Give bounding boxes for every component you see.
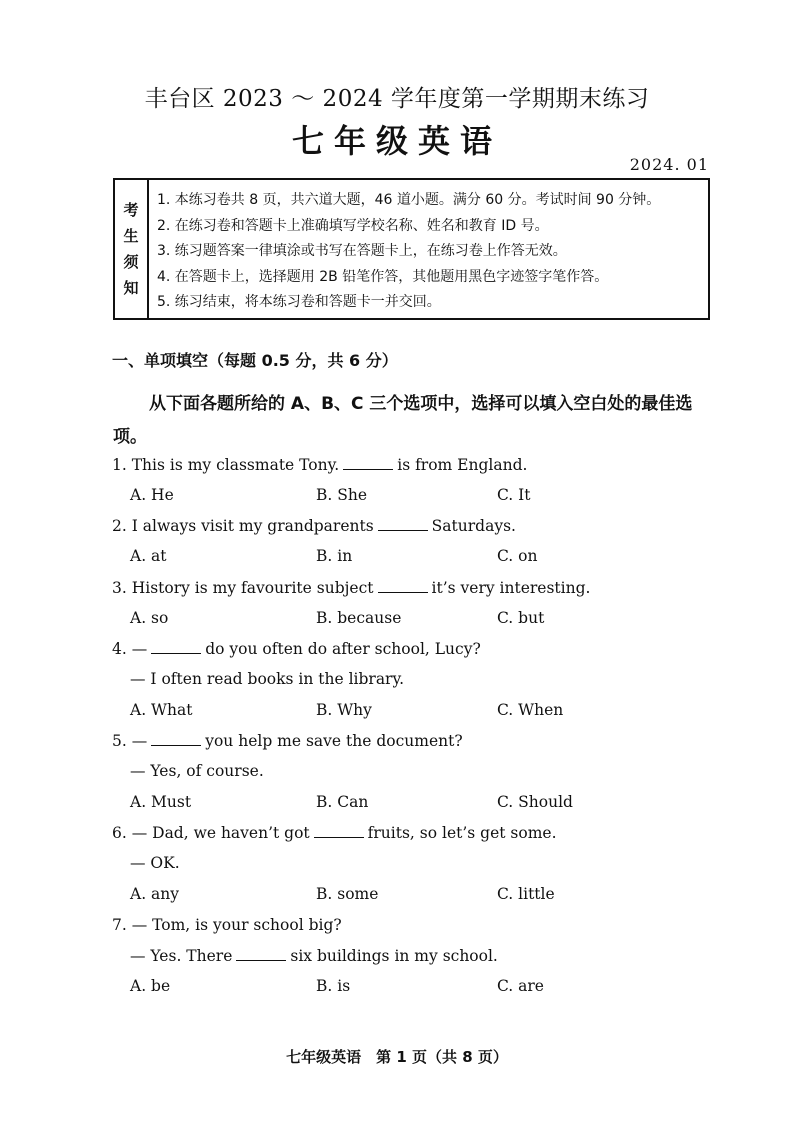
page-footer: 七年级英语 第 1 页（共 8 页） — [286, 1048, 508, 1066]
exam-title: 丰台区 2023 ～ 2024 学年度第一学期期末练习 — [144, 86, 650, 112]
answer-blank — [343, 455, 393, 470]
notice-box — [113, 178, 710, 320]
question-text: — OK. — [130, 854, 180, 873]
question-text: fruits, so let’s get some. — [367, 824, 557, 843]
answer-option: C. When — [497, 700, 564, 719]
exam-date: 2024. 01 — [629, 155, 709, 174]
answer-option: A. He — [130, 485, 174, 504]
answer-option: B. some — [316, 884, 379, 903]
notice-item: 4. 在答题卡上，选择题用 2B 铅笔作答，其他题用黑色字迹签字笔作答。 — [157, 268, 609, 285]
question-text: — I often read books in the library. — [130, 669, 405, 688]
answer-blank — [314, 823, 364, 838]
question-line — [112, 916, 342, 934]
answer-option: A. be — [130, 976, 171, 995]
question-text: six buildings in my school. — [290, 947, 498, 966]
question-line — [112, 639, 481, 658]
answer-option: A. at — [130, 547, 167, 566]
answer-blank — [378, 516, 428, 531]
question-line — [130, 854, 180, 872]
question-line — [130, 670, 404, 688]
answer-option: B. is — [316, 976, 351, 995]
notice-items — [149, 180, 660, 318]
notice-item: 1. 本练习卷共 8 页，共六道大题，46 道小题。满分 60 分。考试时间 90 分钟。 — [157, 192, 661, 208]
answer-option: C. Should — [497, 792, 573, 811]
question-text: 7. — Tom, is your school big? — [112, 915, 342, 934]
notice-label-char: 知 — [123, 279, 139, 297]
section-heading: 一、单项填空（每题 0.5 分，共 6 分） — [112, 351, 398, 370]
notice-item: 5. 练习结束，将本练习卷和答题卡一并交回。 — [157, 294, 441, 311]
question-text: — Yes. There — [130, 947, 233, 966]
answer-option: C. but — [497, 608, 545, 627]
question-text: you help me save the document? — [205, 732, 463, 751]
answer-blank — [378, 578, 428, 593]
answer-option: B. because — [316, 608, 402, 627]
question-text: — Yes, of course. — [130, 762, 264, 780]
answer-blank — [151, 731, 201, 746]
notice-label-char: 须 — [123, 253, 139, 271]
question-text: do you often do after school, Lucy? — [205, 640, 481, 659]
answer-option: C. It — [497, 485, 531, 504]
answer-option: B. Can — [316, 792, 369, 811]
answer-option: B. She — [316, 485, 368, 504]
question-text: is from England. — [397, 456, 528, 474]
answer-option: A. Must — [130, 792, 192, 811]
question-text: 2. I always visit my grandparents — [112, 517, 374, 536]
notice-label-char: 考 — [123, 201, 139, 219]
question-line — [112, 578, 590, 597]
question-line — [130, 762, 264, 780]
question-line — [112, 455, 527, 474]
answer-option: C. are — [497, 976, 544, 995]
question-text: 5. — — [112, 732, 148, 751]
question-text: 4. — — [112, 640, 148, 659]
answer-option: B. in — [316, 547, 353, 566]
answer-option: A. What — [130, 700, 193, 719]
answer-blank — [151, 639, 201, 654]
answer-option: C. on — [497, 547, 538, 566]
answer-option: B. Why — [316, 700, 372, 719]
subject-title: 七年级英语 — [291, 122, 502, 160]
question-text: 3. History is my favourite subject — [112, 578, 374, 597]
answer-option: A. any — [130, 884, 180, 903]
answer-option: A. so — [130, 608, 169, 627]
notice-label — [115, 180, 149, 318]
question-line — [112, 823, 557, 842]
question-text: it’s very interesting. — [431, 578, 591, 597]
question-text: 6. — Dad, we haven’t got — [112, 824, 310, 843]
section-instruction: 从下面各题所给的 A、B、C 三个选项中，选择可以填入空白处的最佳选项。 — [113, 394, 693, 447]
question-text: 1. This is my classmate Tony. — [112, 456, 340, 474]
notice-label-char: 生 — [123, 227, 139, 245]
question-line — [112, 516, 516, 535]
answer-option: C. little — [497, 884, 555, 903]
question-line — [112, 731, 463, 750]
answer-blank — [236, 946, 286, 961]
notice-item: 3. 练习题答案一律填涂或书写在答题卡上，在练习卷上作答无效。 — [157, 243, 567, 260]
question-text: Saturdays. — [431, 517, 516, 536]
question-line — [130, 946, 498, 965]
notice-item: 2. 在练习卷和答题卡上准确填写学校名称、姓名和教育 ID 号。 — [157, 217, 549, 234]
